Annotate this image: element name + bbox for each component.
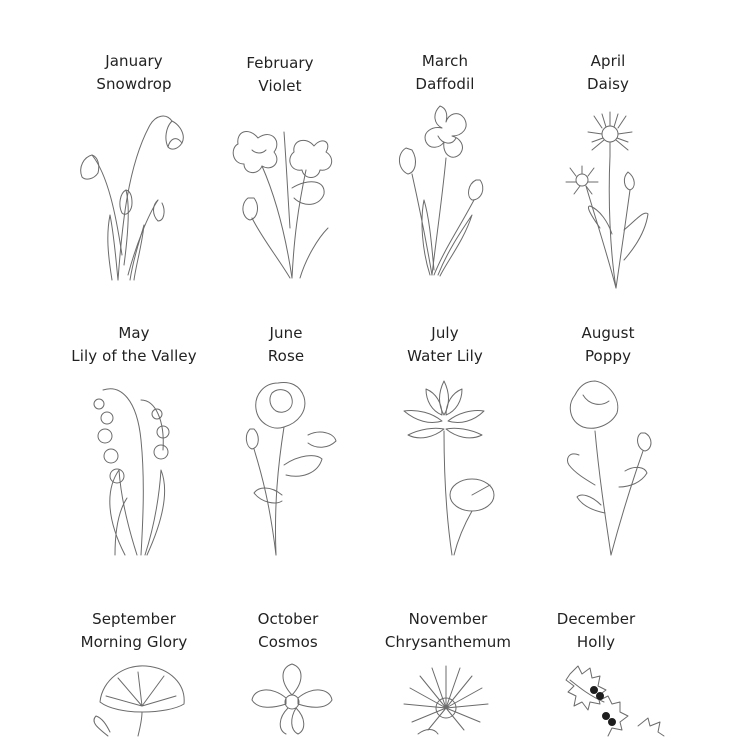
- lily-of-the-valley-icon: [85, 380, 195, 564]
- month-label: January: [105, 52, 163, 70]
- month-label: February: [246, 54, 314, 72]
- month-label: July: [431, 324, 459, 342]
- snowdrop-icon: [70, 105, 200, 289]
- flower-card-september: [44, 608, 224, 654]
- flower-name: Violet: [258, 77, 302, 95]
- month-label: September: [92, 610, 176, 628]
- month-label: December: [556, 610, 636, 628]
- flower-card-february: [190, 52, 370, 98]
- poppy-icon: [555, 375, 665, 564]
- month-label: November: [408, 610, 488, 628]
- month-label: October: [257, 610, 319, 628]
- flower-name: Daffodil: [415, 75, 475, 93]
- flower-name: Lily of the Valley: [71, 347, 197, 365]
- flower-name: Snowdrop: [96, 75, 172, 93]
- month-label: August: [581, 324, 635, 342]
- violet-icon: [228, 118, 348, 287]
- month-label: May: [118, 324, 150, 342]
- holly-icon: [560, 660, 670, 740]
- flower-name: Rose: [267, 347, 305, 365]
- flower-name: Poppy: [584, 347, 632, 365]
- rose-icon: [238, 375, 348, 564]
- flower-name: Water Lily: [407, 347, 483, 365]
- flower-name: Morning Glory: [80, 633, 188, 651]
- flower-name: Cosmos: [258, 633, 318, 651]
- cosmos-icon: [240, 660, 350, 740]
- flower-card-august: [518, 322, 698, 368]
- flower-card-october: [198, 608, 378, 654]
- flower-card-march: [355, 50, 535, 96]
- daffodil-icon: [392, 100, 502, 284]
- month-label: March: [421, 52, 469, 70]
- daisy-icon: [560, 110, 670, 294]
- month-label: June: [269, 324, 303, 342]
- flower-name: Holly: [576, 633, 616, 651]
- flower-card-april: [518, 50, 698, 96]
- month-label: April: [590, 52, 626, 70]
- water-lily-icon: [398, 375, 508, 564]
- flower-card-december: [506, 608, 686, 654]
- flower-card-june: [196, 322, 376, 368]
- chrysanthemum-icon: [398, 660, 508, 740]
- flower-card-july: [355, 322, 535, 368]
- morning-glory-icon: [88, 662, 198, 740]
- flower-name: Daisy: [586, 75, 630, 93]
- flower-name: Chrysanthemum: [384, 633, 512, 651]
